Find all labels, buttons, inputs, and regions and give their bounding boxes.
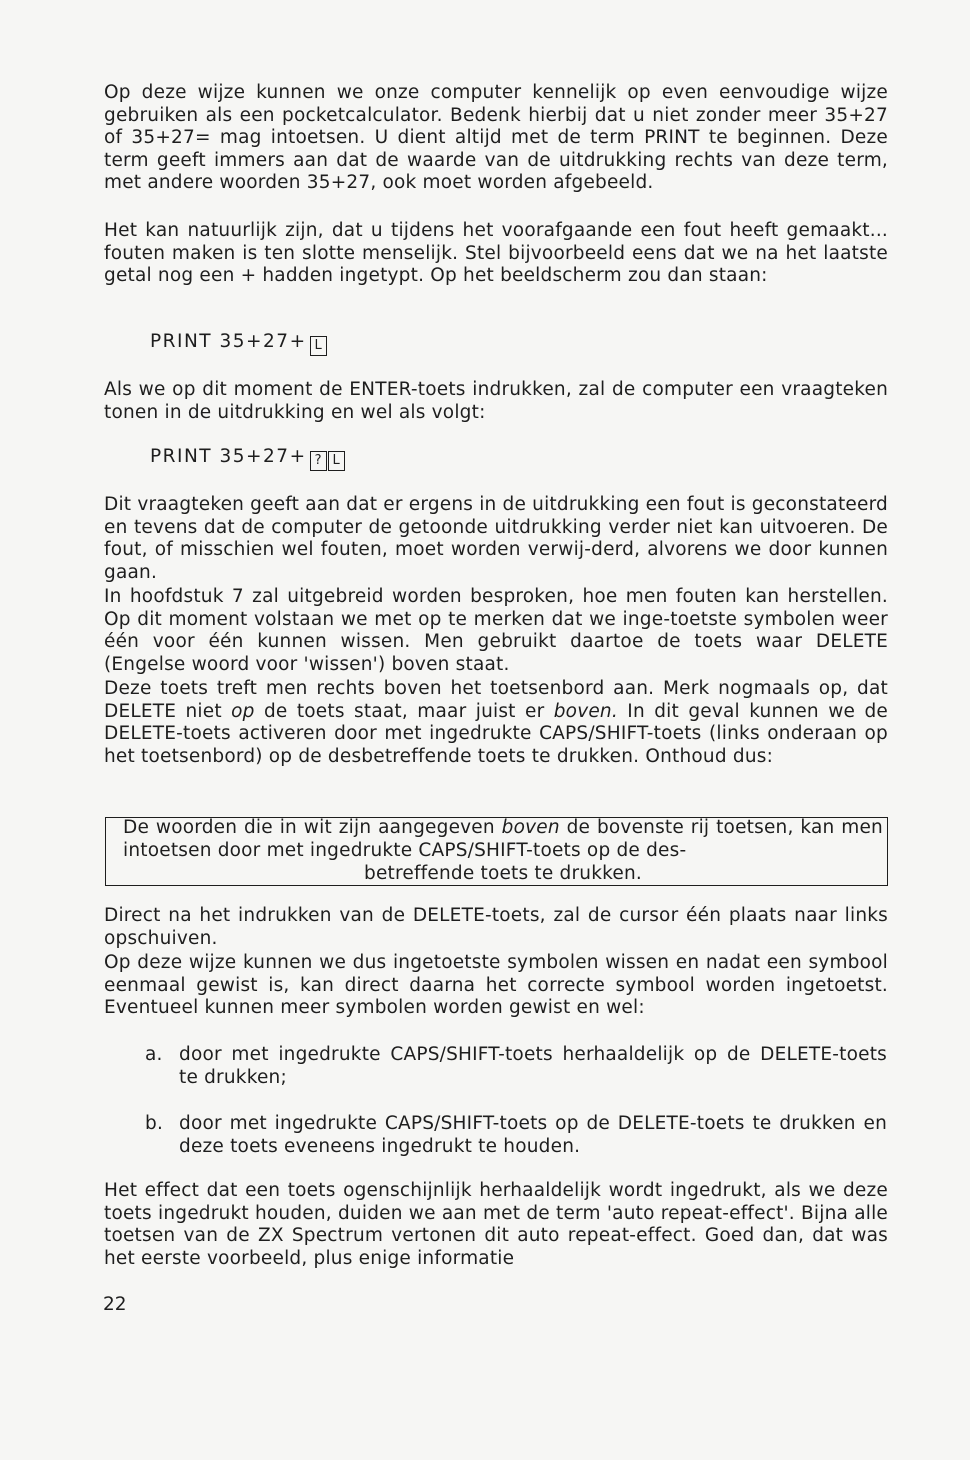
list-text: door met ingedrukte CAPS/SHIFT-toets herhaaldelijk op de DELETE-toets te drukken; [179,1044,887,1088]
code-line-cursor [150,331,327,356]
paragraph-erase: Op deze wijze kunnen we dus ingetoetste symbolen wissen en nadat een symbool eenmaal gewist is, kan direct daarna het correcte symbool worden ingetoetst. Eventueel kunnen meer symbolen worden gewist en wel: [104,952,888,1019]
paragraph-chapter7: In hoofdstuk 7 zal uitgebreid worden besproken, hoe men fouten kan herstellen. Op dit moment volstaan we met op te merken dat we inge-toetste symbolen weer één voor één kunnen wissen. Men gebruikt daartoe de toets waar DELETE (Engelse woord voor 'wissen') boven staat. [104,586,888,675]
cursor-l-icon: L [328,451,345,471]
cursor-l-icon: L [310,336,327,356]
page-number: 22 [103,1294,127,1315]
paragraph-mistake: Het kan natuurlijk zijn, dat u tijdens het voorafgaande een fout heeft gemaakt... fouten maken is ten slotte menselijk. Stel bijvoorbeeld eens dat we na het laatste getal nog een + hadden ingetypt. Op het beeldscherm zou dan staan: [104,220,888,287]
code-text: PRINT 35+27+ [150,446,307,467]
list-text: door met ingedrukte CAPS/SHIFT-toets op de DELETE-toets te drukken en deze toets eveneens ingedrukt te houden. [179,1113,887,1157]
code-line-error [150,446,345,471]
paragraph-auto-repeat: Het effect dat een toets ogenschijnlijk herhaaldelijk wordt ingedrukt, als we deze toets ingedrukt houden, duiden we aan met de term 'auto repeat-effect'. Bijna alle toetsen van de ZX Spectrum vertonen dit auto repeat-effect. Goed dan, dat was het eerste voorbeeld, plus enige informatie [104,1180,888,1269]
paragraph-enter: Als we op dit moment de ENTER-toets indrukken, zal de computer een vraagteken tonen in de uitdrukking en wel als volgt: [104,379,888,423]
rule-text: De woorden die in wit zijn aangegeven boven de bovenste rij toetsen, kan men intoetsen door met ingedrukte CAPS/SHIFT-toets op de des- betreffende toets te drukken. [123,817,883,884]
paragraph-calculator: Op deze wijze kunnen we onze computer kennelijk op even eenvoudige wijze gebruiken als een pocketcalculator. Bedenk hierbij dat u niet zonder meer 35+27 of 35+27= mag intoetsen. U dient altijd met de term PRINT te beginnen. Deze term geeft immers aan dat de waarde van de uitdrukking rechts van deze term, met andere woorden 35+27, ook moet worden afgebeeld. [104,82,888,194]
paragraph-cursor: Direct na het indrukken van de DELETE-toets, zal de cursor één plaats naar links opschuiven. [104,905,888,949]
error-marker-icon: ? [310,451,327,471]
paragraph-delete-key: Deze toets treft men rechts boven het toetsenbord aan. Merk nogmaals op, dat DELETE niet op de toets staat, maar juist er boven. In dit geval kunnen we de DELETE-toets activeren door met ingedrukte CAPS/SHIFT-toets (links onderaan op het toetsenbord) op de desbetreffende toets te drukken. Onthoud dus: [104,678,888,767]
paragraph-question-mark: Dit vraagteken geeft aan dat er ergens in de uitdrukking een fout is geconstateerd en tevens dat de computer de getoonde uitdrukking verder niet kan uitvoeren. De fout, of misschien wel fouten, moet worden verwij-derd, alvorens we door kunnen gaan. [104,494,888,583]
list-letter: b. [145,1113,164,1134]
list-letter: a. [145,1044,163,1065]
code-text: PRINT 35+27+ [150,331,307,352]
